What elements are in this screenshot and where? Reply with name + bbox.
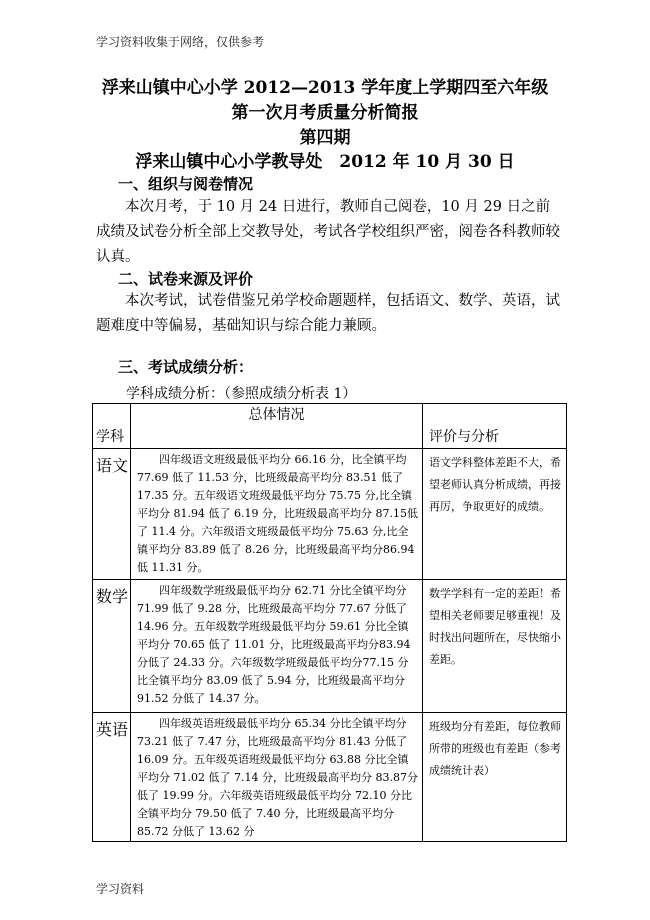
report-title-line-1: 浮来山镇中心小学 2012—2013 学年度上学期四至六年级 <box>101 78 549 98</box>
section-3-heading: 三、考试成绩分析： <box>118 358 254 376</box>
section-1-heading: 一、组织与阅卷情况 <box>118 175 254 193</box>
evaluation-cell: 数学学科有一定的差距！希望相关老师要足够重视！及时找出问题所在，尽快缩小差距。 <box>423 580 567 713</box>
detail-cell: 四年级英语班级最低平均分 65.34 分比全镇平均分 73.21 低了 7.47 分，比班级最高平均分 81.43 分低了 16.09 分。五年级英语班级最低平均分 63.88 分比全镇平均分 71.02 低了 7.14 分，比班级最高平均分 83.87分低了 19.99 分。六年级英语班级最低平均分 72.10 分比全镇平均分 79.50 低了 7.40 分，比班级最高平均分85.72 分低了 13.62 分 <box>131 713 423 842</box>
score-analysis-table <box>92 403 567 842</box>
issue-number: 第四期 <box>299 128 351 148</box>
header-note: 学习资料收集于网络，仅供参考 <box>96 35 265 49</box>
section-3-subheading: 学科成绩分析：（参照成绩分析表 1） <box>126 386 357 402</box>
header-evaluation: 评价与分析 <box>423 404 567 449</box>
section-2-body: 本次考试，试卷借鉴兄弟学校命题题样，包括语文、数学、英语，试题难度中等偏易，基础知识与综合能力兼顾。 <box>96 293 560 334</box>
evaluation-cell: 语文学科整体差距不大，希望老师认真分析成绩，再接再厉，争取更好的成绩。 <box>423 449 567 580</box>
subject-cell: 英语 <box>93 713 131 842</box>
table-row <box>93 580 567 713</box>
section-1-body: 本次月考，于 10 月 24 日进行，教师自己阅卷，10 月 29 日之前成绩及试卷分析全部上交教导处，考试各学校组织严密，阅卷各科教师较认真。 <box>96 199 560 265</box>
header-overall: 总体情况 <box>131 404 423 449</box>
table-header-row <box>93 404 567 449</box>
section-2-heading: 二、试卷来源及评价 <box>118 270 254 288</box>
footer-note: 学习资料 <box>96 882 145 896</box>
issuer-and-date: 浮来山镇中心小学教导处 2012 年 10 月 30 日 <box>135 152 515 172</box>
header-subject: 学科 <box>93 404 131 449</box>
detail-cell: 四年级语文班级最低平均分 66.16 分，比全镇平均77.69 低了 11.53 分，比班级最高平均分 83.51 低了17.35 分。五年级语文班级最低平均分 75.75 分,比全镇平均分 81.94 低了 6.19 分，比班级最高平均分 87.15低了 11.4 分。六年级语文班级最低平均分 75.63 分,比全镇平均分 83.89 低了 8.26 分，比班级最高平均分86.94 低 11.31 分。 <box>131 449 423 580</box>
report-title-line-2: 第一次月考质量分析简报 <box>231 103 419 123</box>
subject-cell: 语文 <box>93 449 131 580</box>
subject-cell: 数学 <box>93 580 131 713</box>
evaluation-cell: 班级均分有差距，每位教师所带的班级也有差距（参考成绩统计表） <box>423 713 567 842</box>
table-row <box>93 449 567 580</box>
table-row <box>93 713 567 842</box>
detail-cell: 四年级数学班级最低平均分 62.71 分比全镇平均分 71.99 低了 9.28 分，比班级最高平均分 77.67 分低了 14.96 分。五年级数学班级最低平均分 59.61 分比全镇平均分 70.65 低了 11.01 分，比班级最高平均分83.94 分低了 24.33 分。六年级数学班级最低平均分77.15 分比全镇平均分 83.09 低了 5.94 分，比班级最高平均分 91.52 分低了 14.37 分。 <box>131 580 423 713</box>
